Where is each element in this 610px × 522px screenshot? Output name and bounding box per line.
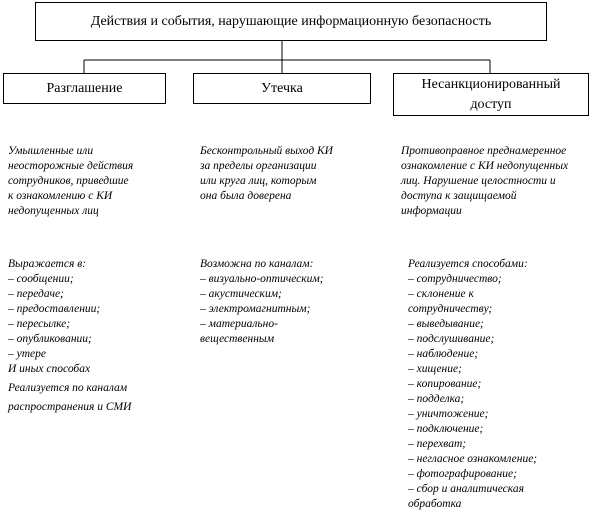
text-line: – опубликовании;: [8, 333, 92, 345]
text-line: – сообщении;: [8, 273, 74, 285]
text-line: – фотографирование;: [408, 468, 517, 480]
text-line: – электромагнитным;: [200, 303, 311, 315]
text-line: – наблюдение;: [408, 348, 479, 360]
text-line: – подделка;: [408, 393, 465, 405]
text-line: или круга лиц, которым: [200, 175, 317, 187]
text-line: – сбор и аналитическая: [408, 483, 524, 495]
definition-leak: [200, 144, 333, 204]
text-line: вещественным: [200, 333, 275, 345]
text-line: – негласное ознакомление;: [408, 453, 538, 465]
text-line: ознакомление с КИ недопущенных: [401, 160, 569, 172]
text-line: недопущенных лиц: [8, 205, 99, 217]
text-line: обработка: [408, 498, 462, 510]
text-line: Умышленные или: [8, 145, 94, 157]
category-box-disclosure: [3, 73, 166, 104]
definition-disclosure: [8, 144, 133, 219]
text-line: распространения и СМИ: [8, 401, 132, 413]
text-line: Противоправное преднамеренное: [401, 145, 567, 157]
text-line: лиц. Нарушение целостности и: [401, 175, 556, 187]
text-line: за пределы организации: [200, 160, 317, 172]
text-line: Возможна по каналам:: [200, 258, 314, 270]
text-line: – сотрудничество;: [408, 273, 502, 285]
category-title: Несанкционированный доступ: [421, 76, 561, 112]
text-line: информации: [401, 205, 462, 217]
details-leak: [200, 257, 324, 347]
text-line: – копирование;: [408, 378, 482, 390]
text-line: – визуально-оптическим;: [200, 273, 324, 285]
category-title: Утечка: [261, 80, 303, 96]
top-box: [35, 2, 547, 41]
text-line: Выражается в:: [8, 258, 87, 270]
text-line: – материально-: [200, 318, 278, 330]
top-box-label: Действия и события, нарушающие информационную безопасность: [90, 13, 492, 29]
text-line: Реализуется по каналам: [8, 382, 128, 394]
text-line: Реализуется способами:: [408, 258, 528, 270]
text-line: – пересылке;: [8, 318, 71, 330]
text-line: – хищение;: [408, 363, 462, 375]
text-line: – утере: [8, 348, 46, 360]
category-box-leak: [193, 73, 371, 104]
text-line: – склонение к: [408, 288, 474, 300]
text-line: сотрудников, приведшие: [8, 175, 129, 187]
text-line: – передаче;: [8, 288, 64, 300]
text-line: – выведывание;: [408, 318, 484, 330]
text-line: И иных способах: [8, 363, 91, 375]
text-line: доступа к защищаемой: [401, 190, 517, 202]
text-line: – перехват;: [408, 438, 467, 450]
text-line: Бесконтрольный выход КИ: [200, 145, 333, 157]
text-line: сотрудничеству;: [408, 303, 493, 315]
text-line: – подключение;: [408, 423, 484, 435]
category-title: Разглашение: [46, 80, 123, 96]
details-unauthorized-access: [408, 257, 537, 512]
category-box-unauthorized-access: [393, 73, 589, 116]
text-line: неосторожные действия: [8, 160, 134, 172]
text-line: она была доверена: [200, 190, 292, 202]
details-disclosure: [8, 257, 131, 415]
text-line: – подслушивание;: [408, 333, 495, 345]
text-line: – предоставлении;: [8, 303, 101, 315]
text-line: – уничтожение;: [408, 408, 489, 420]
text-line: – акустическим;: [200, 288, 282, 300]
text-line: к ознакомлению с КИ: [8, 190, 113, 202]
definition-unauthorized-access: [401, 144, 568, 219]
